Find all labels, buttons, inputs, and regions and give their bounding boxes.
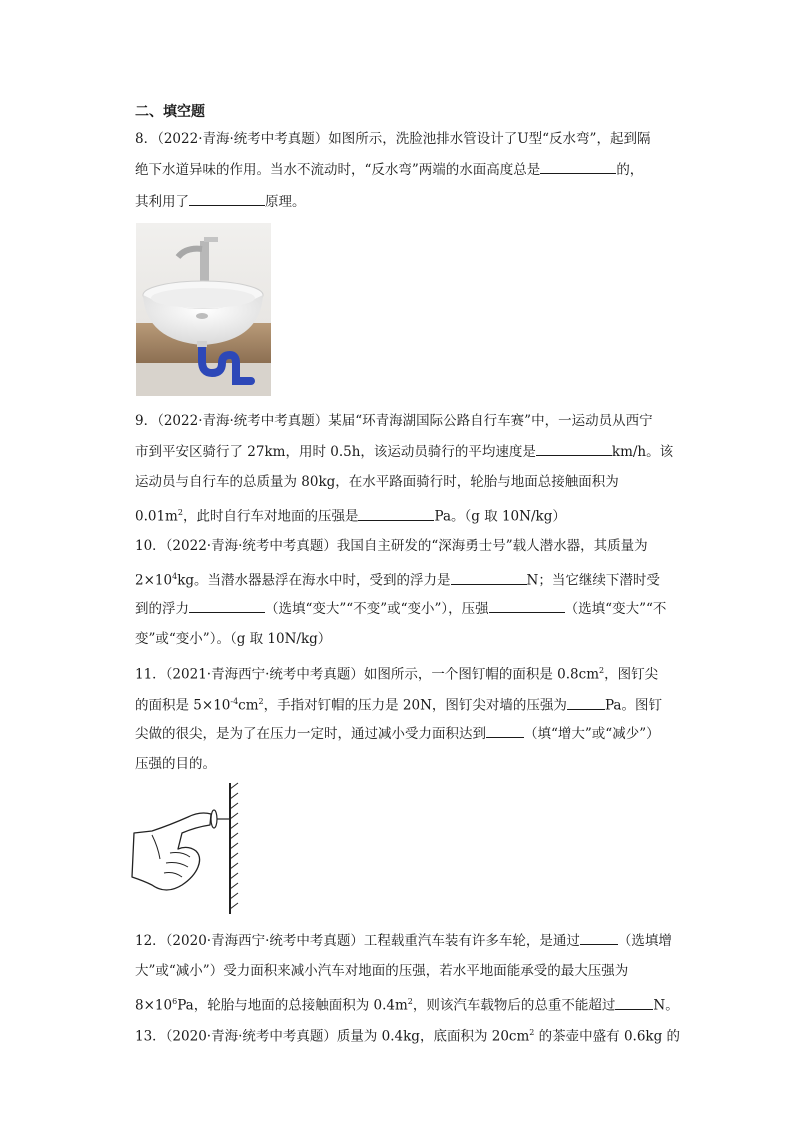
answer-blank[interactable] <box>486 723 524 738</box>
sink-illustration <box>136 223 271 396</box>
q12-line-3: $8\times 10^6Pa$，轮胎与地面的总接触面积为 $0.4m^2$，则该汽车载物后的总重不能超过 N。 <box>135 992 679 1016</box>
section-title: 二、填空题 <box>135 104 205 120</box>
q11-line-2: 的面积是 $5\times 10^{-4}cm^2$，手指对钉帽的压力是 20N，图钉尖对墙的压强为 Pa。图钉 <box>135 692 662 716</box>
q9-line-1: 9．（2022·青海·统考中考真题）某届“环青海湖国际公路自行车赛”中，一运动员从西宁 <box>135 413 653 429</box>
answer-blank[interactable] <box>189 598 265 613</box>
answer-blank[interactable] <box>189 191 265 206</box>
answer-blank[interactable] <box>540 159 616 174</box>
answer-blank[interactable] <box>451 570 527 585</box>
hand-thumbtack-illustration <box>130 781 245 916</box>
q10-line-4: 变”或“变小”）。（g 取 10N/kg） <box>135 631 332 647</box>
q8-line-3: 其利用了 原理。 <box>135 191 306 212</box>
answer-blank[interactable] <box>489 598 565 613</box>
answer-blank[interactable] <box>567 695 605 710</box>
q13-line-1: 13．（2020·青海·统考中考真题）质量为 0.4kg，底面积为 $20cm^2$ 的茶壶中盛有 0.6kg 的 <box>135 1028 681 1045</box>
q9-line-3: 运动员与自行车的总质量为 80kg，在水平路面骑行时，轮胎与地面总接触面积为 <box>135 474 619 490</box>
answer-blank[interactable] <box>358 506 434 521</box>
q11-line-4: 压强的目的。 <box>135 756 216 772</box>
answer-blank[interactable] <box>536 441 612 456</box>
q11-line-3: 尖做的很尖，是为了在压力一定时，通过减小受力面积达到 （填“增大”或“减少”） <box>135 723 660 744</box>
q12-line-2: 大”或“减小”）受力面积来减小汽车对地面的压强，若水平地面能承受的最大压强为 <box>135 963 629 979</box>
answer-blank[interactable] <box>580 930 618 945</box>
q10-line-2: $2\times 10^4kg$。当潜水器悬浮在海水中时，受到的浮力是 N；当它继续下潜时受 <box>135 567 660 591</box>
q10-line-3: 到的浮力 （选填“变大”“不变”或“变小”），压强 （选填“变大”“不 <box>135 598 666 619</box>
q10-line-1: 10．（2022·青海·统考中考真题）我国自主研发的“深海勇士号”载人潜水器，其质量为 <box>135 538 648 554</box>
q8-line-2: 绝下水道异味的作用。当水不流动时，“反水弯”两端的水面高度总是 的， <box>135 159 643 180</box>
q8-line-1: 8．（2022·青海·统考中考真题）如图所示，洗脸池排水管设计了U型“反水弯”，起到隔 <box>135 131 651 147</box>
q11-line-1: 11．（2021·青海西宁·统考中考真题）如图所示，一个图钉帽的面积是 $0.8cm^2$，图钉尖 <box>135 666 659 683</box>
q9-line-4: $0.01m^2$，此时自行车对地面的压强是 Pa。（g 取 10N/kg） <box>135 503 566 527</box>
q12-line-1: 12．（2020·青海西宁·统考中考真题）工程载重汽车装有许多车轮，是通过 （选填增 <box>135 930 672 951</box>
answer-blank[interactable] <box>615 995 653 1010</box>
q9-line-2: 市到平安区骑行了 27km，用时 0.5h，该运动员骑行的平均速度是 km/h。该 <box>135 441 673 462</box>
